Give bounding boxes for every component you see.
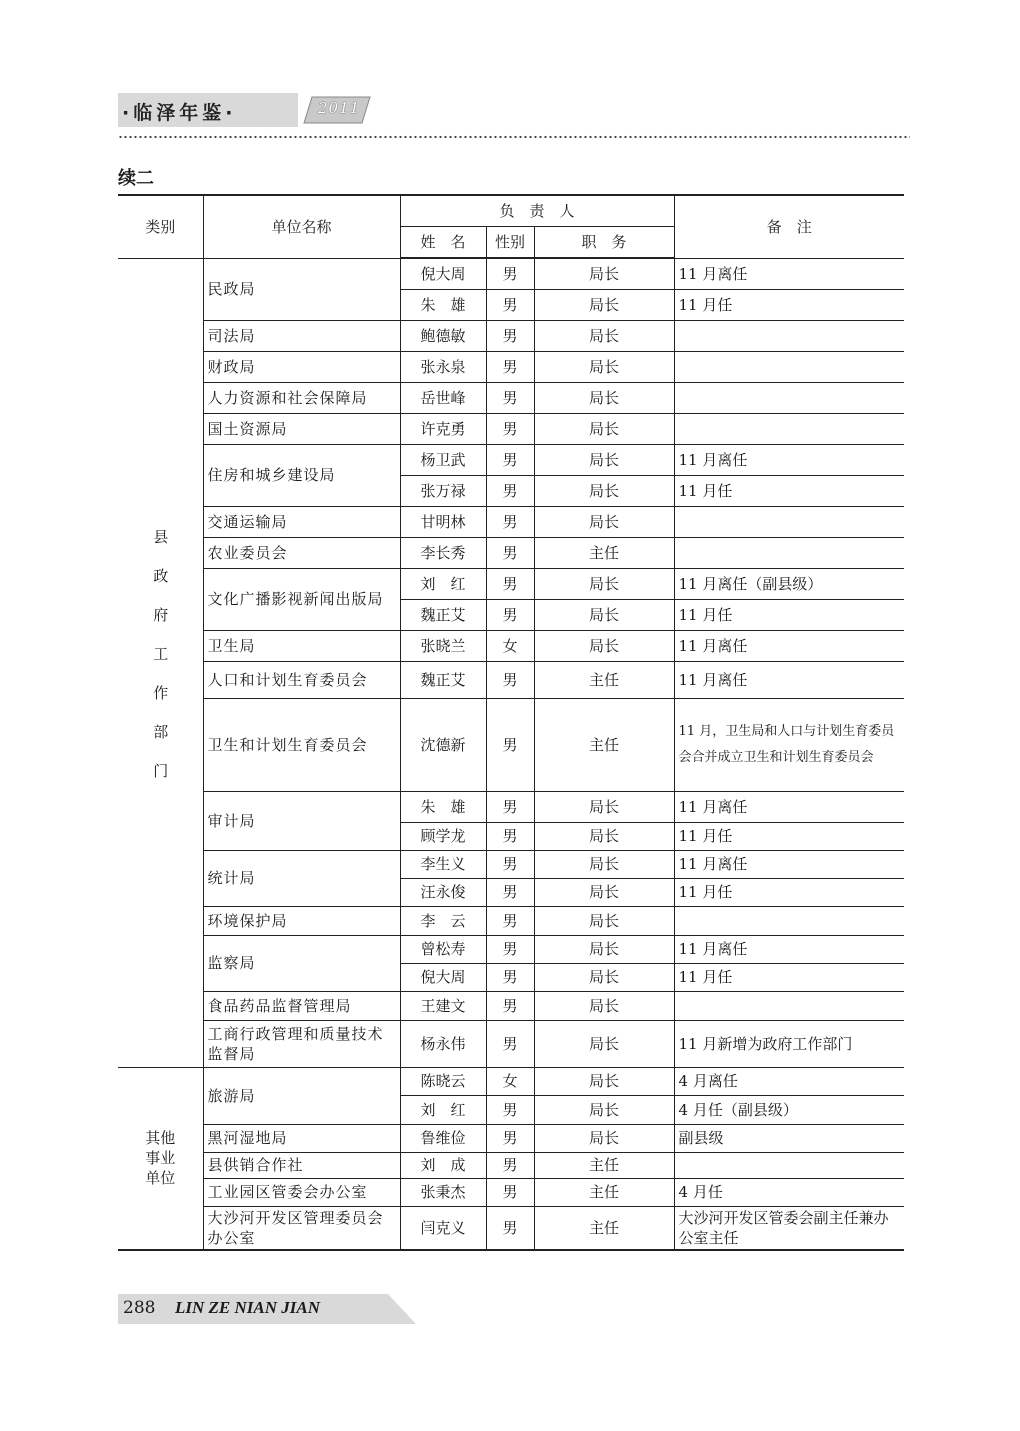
unit-cell: 交通运输局 [203,506,400,537]
note-cell: 11 月离任 [674,935,904,963]
position-cell: 局长 [534,1124,674,1152]
position-cell: 主任 [534,1206,674,1250]
unit-cell: 人口和计划生育委员会 [203,661,400,698]
position-cell: 局长 [534,991,674,1020]
gender-cell: 男 [486,1020,534,1067]
note-cell: 11 月离任 [674,258,904,289]
table-row [118,935,904,963]
note-cell: 4 月任 [674,1178,904,1206]
note-cell: 11 月任 [674,599,904,630]
position-cell: 局长 [534,906,674,935]
header-position: 职 务 [534,227,674,259]
name-cell: 甘明林 [400,506,486,537]
unit-cell: 住房和城乡建设局 [203,444,400,506]
gender-cell: 男 [486,822,534,850]
position-cell: 局长 [534,1020,674,1067]
gender-cell: 男 [486,878,534,906]
gender-cell: 男 [486,906,534,935]
unit-cell: 环境保护局 [203,906,400,935]
position-cell: 局长 [534,568,674,599]
header-gender: 性别 [486,227,534,259]
gender-cell: 男 [486,413,534,444]
position-cell: 局长 [534,444,674,475]
table-row [118,382,904,413]
unit-cell: 人力资源和社会保障局 [203,382,400,413]
name-cell: 李 云 [400,906,486,935]
note-cell [674,320,904,351]
header-notes: 备 注 [674,195,904,258]
table-row [118,351,904,382]
table-row [118,568,904,599]
gender-cell: 男 [486,1124,534,1152]
gender-cell: 男 [486,289,534,320]
yearbook-title: ·临泽年鉴· [122,102,237,124]
note-cell: 大沙河开发区管委会副主任兼办公室主任 [674,1206,904,1250]
unit-cell: 黑河湿地局 [203,1124,400,1152]
unit-cell: 工商行政管理和质量技术监督局 [203,1020,400,1067]
unit-cell: 卫生和计划生育委员会 [203,698,400,791]
gender-cell: 男 [486,599,534,630]
note-cell: 4 月离任 [674,1067,904,1095]
note-cell: 副县级 [674,1124,904,1152]
table-row [118,444,904,475]
gender-cell: 男 [486,850,534,878]
table-row [118,906,904,935]
name-cell: 张万禄 [400,475,486,506]
name-cell: 沈德新 [400,698,486,791]
position-cell: 局长 [534,630,674,661]
table-row [118,1067,904,1095]
position-cell: 主任 [534,661,674,698]
note-cell: 11 月离任 [674,444,904,475]
note-cell: 11 月任 [674,878,904,906]
note-cell: 11 月任 [674,475,904,506]
note-cell: 11 月任 [674,822,904,850]
position-cell: 局长 [534,599,674,630]
note-cell [674,906,904,935]
table-row [118,630,904,661]
personnel-table [118,194,904,1251]
gender-cell: 女 [486,1067,534,1095]
name-cell: 岳世峰 [400,382,486,413]
table-row [118,1152,904,1178]
unit-cell: 审计局 [203,791,400,850]
position-cell: 局长 [534,963,674,991]
gender-cell: 男 [486,1206,534,1250]
note-cell: 11 月离任（副县级） [674,568,904,599]
name-cell: 李生义 [400,850,486,878]
position-cell: 主任 [534,1152,674,1178]
gender-cell: 男 [486,475,534,506]
unit-cell: 文化广播影视新闻出版局 [203,568,400,630]
header-responsible: 负 责 人 [400,195,674,227]
name-cell: 魏正艾 [400,599,486,630]
unit-cell: 司法局 [203,320,400,351]
note-cell [674,506,904,537]
table-row [118,537,904,568]
position-cell: 局长 [534,475,674,506]
gender-cell: 男 [486,1095,534,1124]
table-row [118,1206,904,1250]
gender-cell: 男 [486,506,534,537]
note-cell [674,991,904,1020]
position-cell: 主任 [534,1178,674,1206]
name-cell: 刘 红 [400,568,486,599]
note-cell [674,351,904,382]
note-cell: 11 月任 [674,963,904,991]
note-cell: 11 月离任 [674,850,904,878]
note-cell [674,382,904,413]
unit-cell: 农业委员会 [203,537,400,568]
table-row [118,991,904,1020]
name-cell: 张永泉 [400,351,486,382]
table-row [118,1124,904,1152]
name-cell: 陈晓云 [400,1067,486,1095]
note-cell: 11 月离任 [674,791,904,822]
table-row [118,1178,904,1206]
gender-cell: 男 [486,791,534,822]
name-cell: 曾松寿 [400,935,486,963]
position-cell: 局长 [534,289,674,320]
gender-cell: 男 [486,935,534,963]
table-row [118,850,904,878]
position-cell: 局长 [534,935,674,963]
position-cell: 主任 [534,698,674,791]
page-number: 288 [123,1298,156,1318]
note-cell: 4 月任（副县级） [674,1095,904,1124]
name-cell: 王建文 [400,991,486,1020]
header-category: 类别 [118,195,203,258]
name-cell: 倪大周 [400,963,486,991]
unit-cell: 食品药品监督管理局 [203,991,400,1020]
header-unit: 单位名称 [203,195,400,258]
category-cell: 县政府工作部门 [118,258,203,1067]
position-cell: 局长 [534,351,674,382]
gender-cell: 男 [486,1152,534,1178]
gender-cell: 男 [486,991,534,1020]
name-cell: 朱 雄 [400,289,486,320]
gender-cell: 男 [486,963,534,991]
unit-cell: 县供销合作社 [203,1152,400,1178]
name-cell: 鲁维俭 [400,1124,486,1152]
name-cell: 魏正艾 [400,661,486,698]
note-cell [674,1152,904,1178]
position-cell: 局长 [534,258,674,289]
name-cell: 倪大周 [400,258,486,289]
position-cell: 局长 [534,850,674,878]
table-row [118,506,904,537]
position-cell: 局长 [534,320,674,351]
name-cell: 许克勇 [400,413,486,444]
name-cell: 张晓兰 [400,630,486,661]
table-row [118,791,904,822]
name-cell: 朱 雄 [400,791,486,822]
yearbook-year: 2011 [318,99,361,117]
gender-cell: 男 [486,320,534,351]
name-cell: 李长秀 [400,537,486,568]
position-cell: 局长 [534,791,674,822]
gender-cell: 男 [486,537,534,568]
table-row [118,661,904,698]
name-cell: 刘 红 [400,1095,486,1124]
gender-cell: 男 [486,444,534,475]
gender-cell: 男 [486,351,534,382]
category-cell: 其他事业单位 [118,1067,203,1250]
name-cell: 杨永伟 [400,1020,486,1067]
note-cell: 11 月离任 [674,630,904,661]
note-cell: 11 月，卫生局和人口与计划生育委员会合并成立卫生和计划生育委员会 [674,698,904,791]
name-cell: 闫克义 [400,1206,486,1250]
table-row [118,1020,904,1067]
unit-cell: 财政局 [203,351,400,382]
position-cell: 局长 [534,382,674,413]
gender-cell: 男 [486,382,534,413]
position-cell: 局长 [534,1095,674,1124]
note-cell: 11 月任 [674,289,904,320]
continued-label: 续二 [118,168,154,189]
note-cell [674,413,904,444]
gender-cell: 女 [486,630,534,661]
name-cell: 张秉杰 [400,1178,486,1206]
position-cell: 局长 [534,878,674,906]
name-cell: 汪永俊 [400,878,486,906]
header-name: 姓 名 [400,227,486,259]
unit-cell: 民政局 [203,258,400,320]
note-cell: 11 月离任 [674,661,904,698]
gender-cell: 男 [486,698,534,791]
footer-title: LIN ZE NIAN JIAN [175,1298,320,1317]
unit-cell: 旅游局 [203,1067,400,1124]
unit-cell: 统计局 [203,850,400,906]
gender-cell: 男 [486,661,534,698]
table-row [118,698,904,791]
table-row [118,258,904,289]
unit-cell: 卫生局 [203,630,400,661]
position-cell: 主任 [534,537,674,568]
unit-cell: 国土资源局 [203,413,400,444]
unit-cell: 工业园区管委会办公室 [203,1178,400,1206]
name-cell: 杨卫武 [400,444,486,475]
position-cell: 局长 [534,506,674,537]
unit-cell: 监察局 [203,935,400,991]
gender-cell: 男 [486,568,534,599]
position-cell: 局长 [534,413,674,444]
name-cell: 顾学龙 [400,822,486,850]
unit-cell: 大沙河开发区管理委员会办公室 [203,1206,400,1250]
table-row [118,413,904,444]
table-row [118,320,904,351]
name-cell: 鲍德敏 [400,320,486,351]
note-cell [674,537,904,568]
note-cell: 11 月新增为政府工作部门 [674,1020,904,1067]
name-cell: 刘 成 [400,1152,486,1178]
position-cell: 局长 [534,1067,674,1095]
position-cell: 局长 [534,822,674,850]
gender-cell: 男 [486,1178,534,1206]
header-divider [118,135,910,139]
gender-cell: 男 [486,258,534,289]
